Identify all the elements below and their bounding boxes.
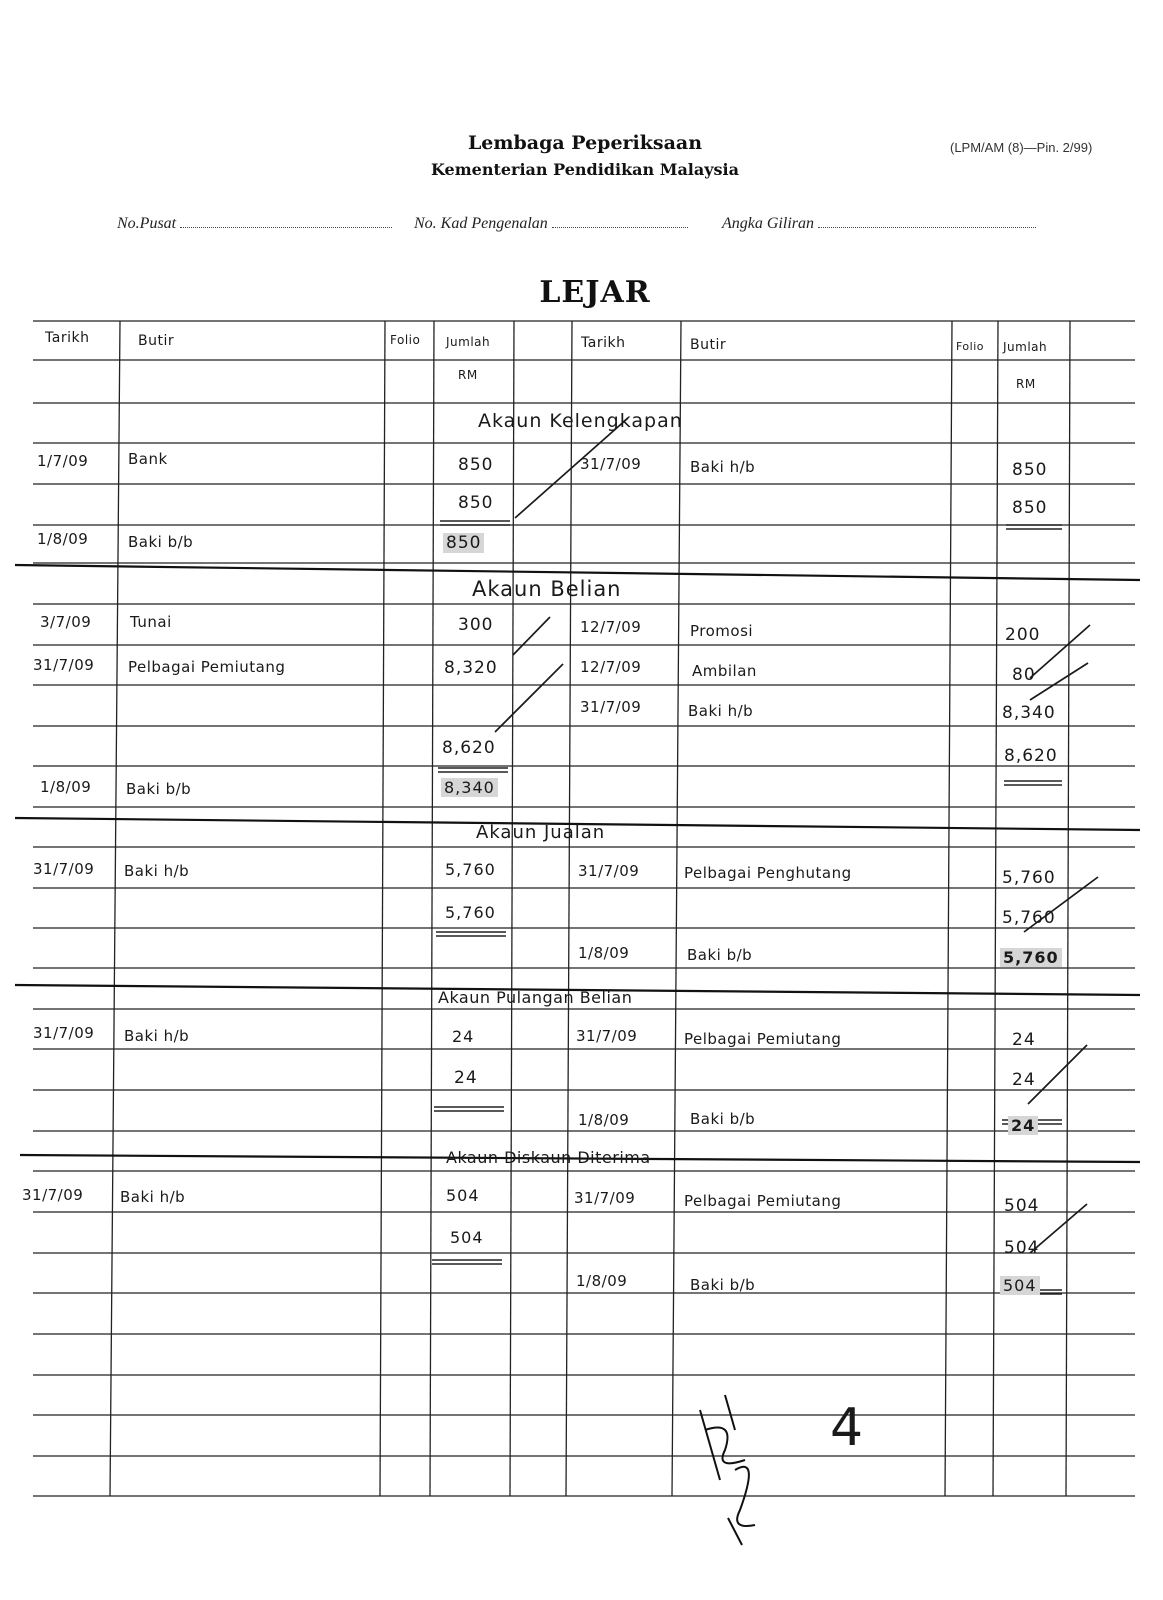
diskaun-bd-date: 1/8/09 [576, 1272, 628, 1290]
diskaun-cr-amount: 504 [1004, 1196, 1040, 1216]
page-title: LEJAR [539, 275, 651, 310]
belian-dr-total: 8,620 [442, 738, 496, 758]
jualan-dr-date: 31/7/09 [33, 860, 95, 878]
belian-cr-r2-desc: Ambilan [692, 662, 757, 680]
ministry-name: Kementerian Pendidikan Malaysia [431, 160, 739, 179]
grid-lines [33, 321, 1135, 1496]
col-folio-right: Folio [956, 340, 985, 353]
kelengkapan-dr-amount: 850 [458, 455, 494, 475]
pulangan-cr-total: 24 [1012, 1070, 1036, 1090]
col-rm-right: RM [1016, 377, 1036, 391]
diskaun-dr-amount: 504 [446, 1186, 480, 1205]
jualan-bd-amount: 5,760 [1000, 948, 1062, 967]
kelengkapan-cr-desc: Baki h/b [690, 458, 756, 476]
kelengkapan-cr-date: 31/7/09 [580, 455, 642, 473]
diskaun-cr-date: 31/7/09 [574, 1189, 636, 1207]
jualan-cr-total: 5,760 [1002, 908, 1056, 928]
col-folio-left: Folio [390, 333, 421, 347]
belian-dr-r2-date: 31/7/09 [33, 656, 95, 674]
institution-name: Lembaga Peperiksaan [467, 132, 703, 154]
col-jumlah-right: Jumlah [1003, 340, 1048, 354]
jualan-cr-desc: Pelbagai Penghutang [684, 864, 852, 882]
pulangan-dr-amount: 24 [452, 1027, 475, 1046]
jualan-dr-total: 5,760 [445, 903, 496, 922]
diskaun-bd-amount: 504 [1000, 1276, 1040, 1295]
kelengkapan-cr-total: 850 [1012, 498, 1048, 518]
jualan-bd-desc: Baki b/b [687, 946, 753, 964]
belian-bd-desc: Baki b/b [126, 780, 192, 798]
pulangan-bd-date: 1/8/09 [578, 1111, 630, 1129]
belian-cr-r2-date: 12/7/09 [580, 658, 642, 676]
diskaun-bd-desc: Baki b/b [690, 1276, 756, 1294]
pulangan-dr-date: 31/7/09 [33, 1024, 95, 1042]
kelengkapan-cr-amount: 850 [1012, 460, 1048, 480]
belian-cr-r3-desc: Baki h/b [688, 702, 754, 720]
pulangan-cr-desc: Pelbagai Pemiutang [684, 1030, 842, 1048]
belian-cr-total: 8,620 [1004, 746, 1058, 766]
belian-cr-r1-desc: Promosi [690, 622, 754, 640]
pulangan-dr-total: 24 [454, 1068, 478, 1088]
jualan-cr-amount: 5,760 [1002, 868, 1056, 888]
belian-cr-r1-amount: 200 [1005, 625, 1041, 645]
kelengkapan-bd-amount: 850 [443, 533, 484, 553]
kelengkapan-bd-desc: Baki b/b [128, 533, 194, 551]
diskaun-dr-total: 504 [450, 1228, 484, 1247]
account-title-belian: Akaun Belian [472, 577, 622, 601]
jualan-bd-date: 1/8/09 [578, 944, 630, 962]
belian-cr-r2-amount: 80 [1012, 665, 1036, 685]
belian-dr-r1-amount: 300 [458, 615, 494, 635]
belian-cr-r3-amount: 8,340 [1002, 703, 1056, 723]
col-tarikh-right: Tarikh [581, 335, 626, 351]
account-title-kelengkapan: Akaun Kelengkapan [478, 410, 683, 432]
belian-dr-r2-desc: Pelbagai Pemiutang [128, 658, 286, 676]
jualan-cr-date: 31/7/09 [578, 862, 640, 880]
no-pusat-label: No.Pusat [117, 215, 177, 232]
diskaun-cr-desc: Pelbagai Pemiutang [684, 1192, 842, 1210]
kelengkapan-dr-date: 1/7/09 [37, 452, 89, 470]
jualan-dr-amount: 5,760 [445, 860, 496, 879]
kelengkapan-bd-date: 1/8/09 [37, 530, 89, 548]
belian-cr-r1-date: 12/7/09 [580, 618, 642, 636]
account-title-jualan: Akaun Jualan [476, 822, 606, 843]
jualan-dr-desc: Baki h/b [124, 862, 190, 880]
pulangan-cr-date: 31/7/09 [576, 1027, 638, 1045]
pulangan-bd-amount: 24 [1008, 1116, 1038, 1135]
diskaun-dr-date: 31/7/09 [22, 1186, 84, 1204]
kelengkapan-dr-total: 850 [458, 493, 494, 513]
account-title-pulangan-belian: Akaun Pulangan Belian [438, 988, 633, 1007]
belian-cr-r3-date: 31/7/09 [580, 698, 642, 716]
belian-dr-r2-amount: 8,320 [444, 658, 498, 678]
col-jumlah-left: Jumlah [446, 335, 491, 349]
diskaun-dr-desc: Baki h/b [120, 1188, 186, 1206]
kelengkapan-dr-desc: Bank [128, 450, 168, 468]
col-butir-right: Butir [690, 337, 727, 353]
angka-giliran-label: Angka Giliran [722, 215, 814, 232]
score-mark: 4 [830, 1398, 864, 1458]
col-tarikh-left: Tarikh [45, 330, 90, 346]
col-butir-left: Butir [138, 333, 175, 349]
account-title-diskaun-diterima: Akaun Diskaun Diterima [446, 1148, 651, 1167]
pulangan-bd-desc: Baki b/b [690, 1110, 756, 1128]
diskaun-cr-total: 504 [1004, 1238, 1040, 1258]
col-rm-left: RM [458, 368, 478, 382]
signature-icon [700, 1395, 755, 1545]
belian-bd-amount: 8,340 [441, 778, 498, 797]
pulangan-dr-desc: Baki h/b [124, 1027, 190, 1045]
belian-bd-date: 1/8/09 [40, 778, 92, 796]
belian-dr-r1-desc: Tunai [130, 613, 172, 631]
form-code: (LPM/AM (8)—Pin. 2/99) [950, 140, 1093, 155]
no-kad-label: No. Kad Pengenalan [414, 215, 548, 232]
pulangan-cr-amount: 24 [1012, 1030, 1036, 1050]
belian-dr-r1-date: 3/7/09 [40, 613, 92, 631]
